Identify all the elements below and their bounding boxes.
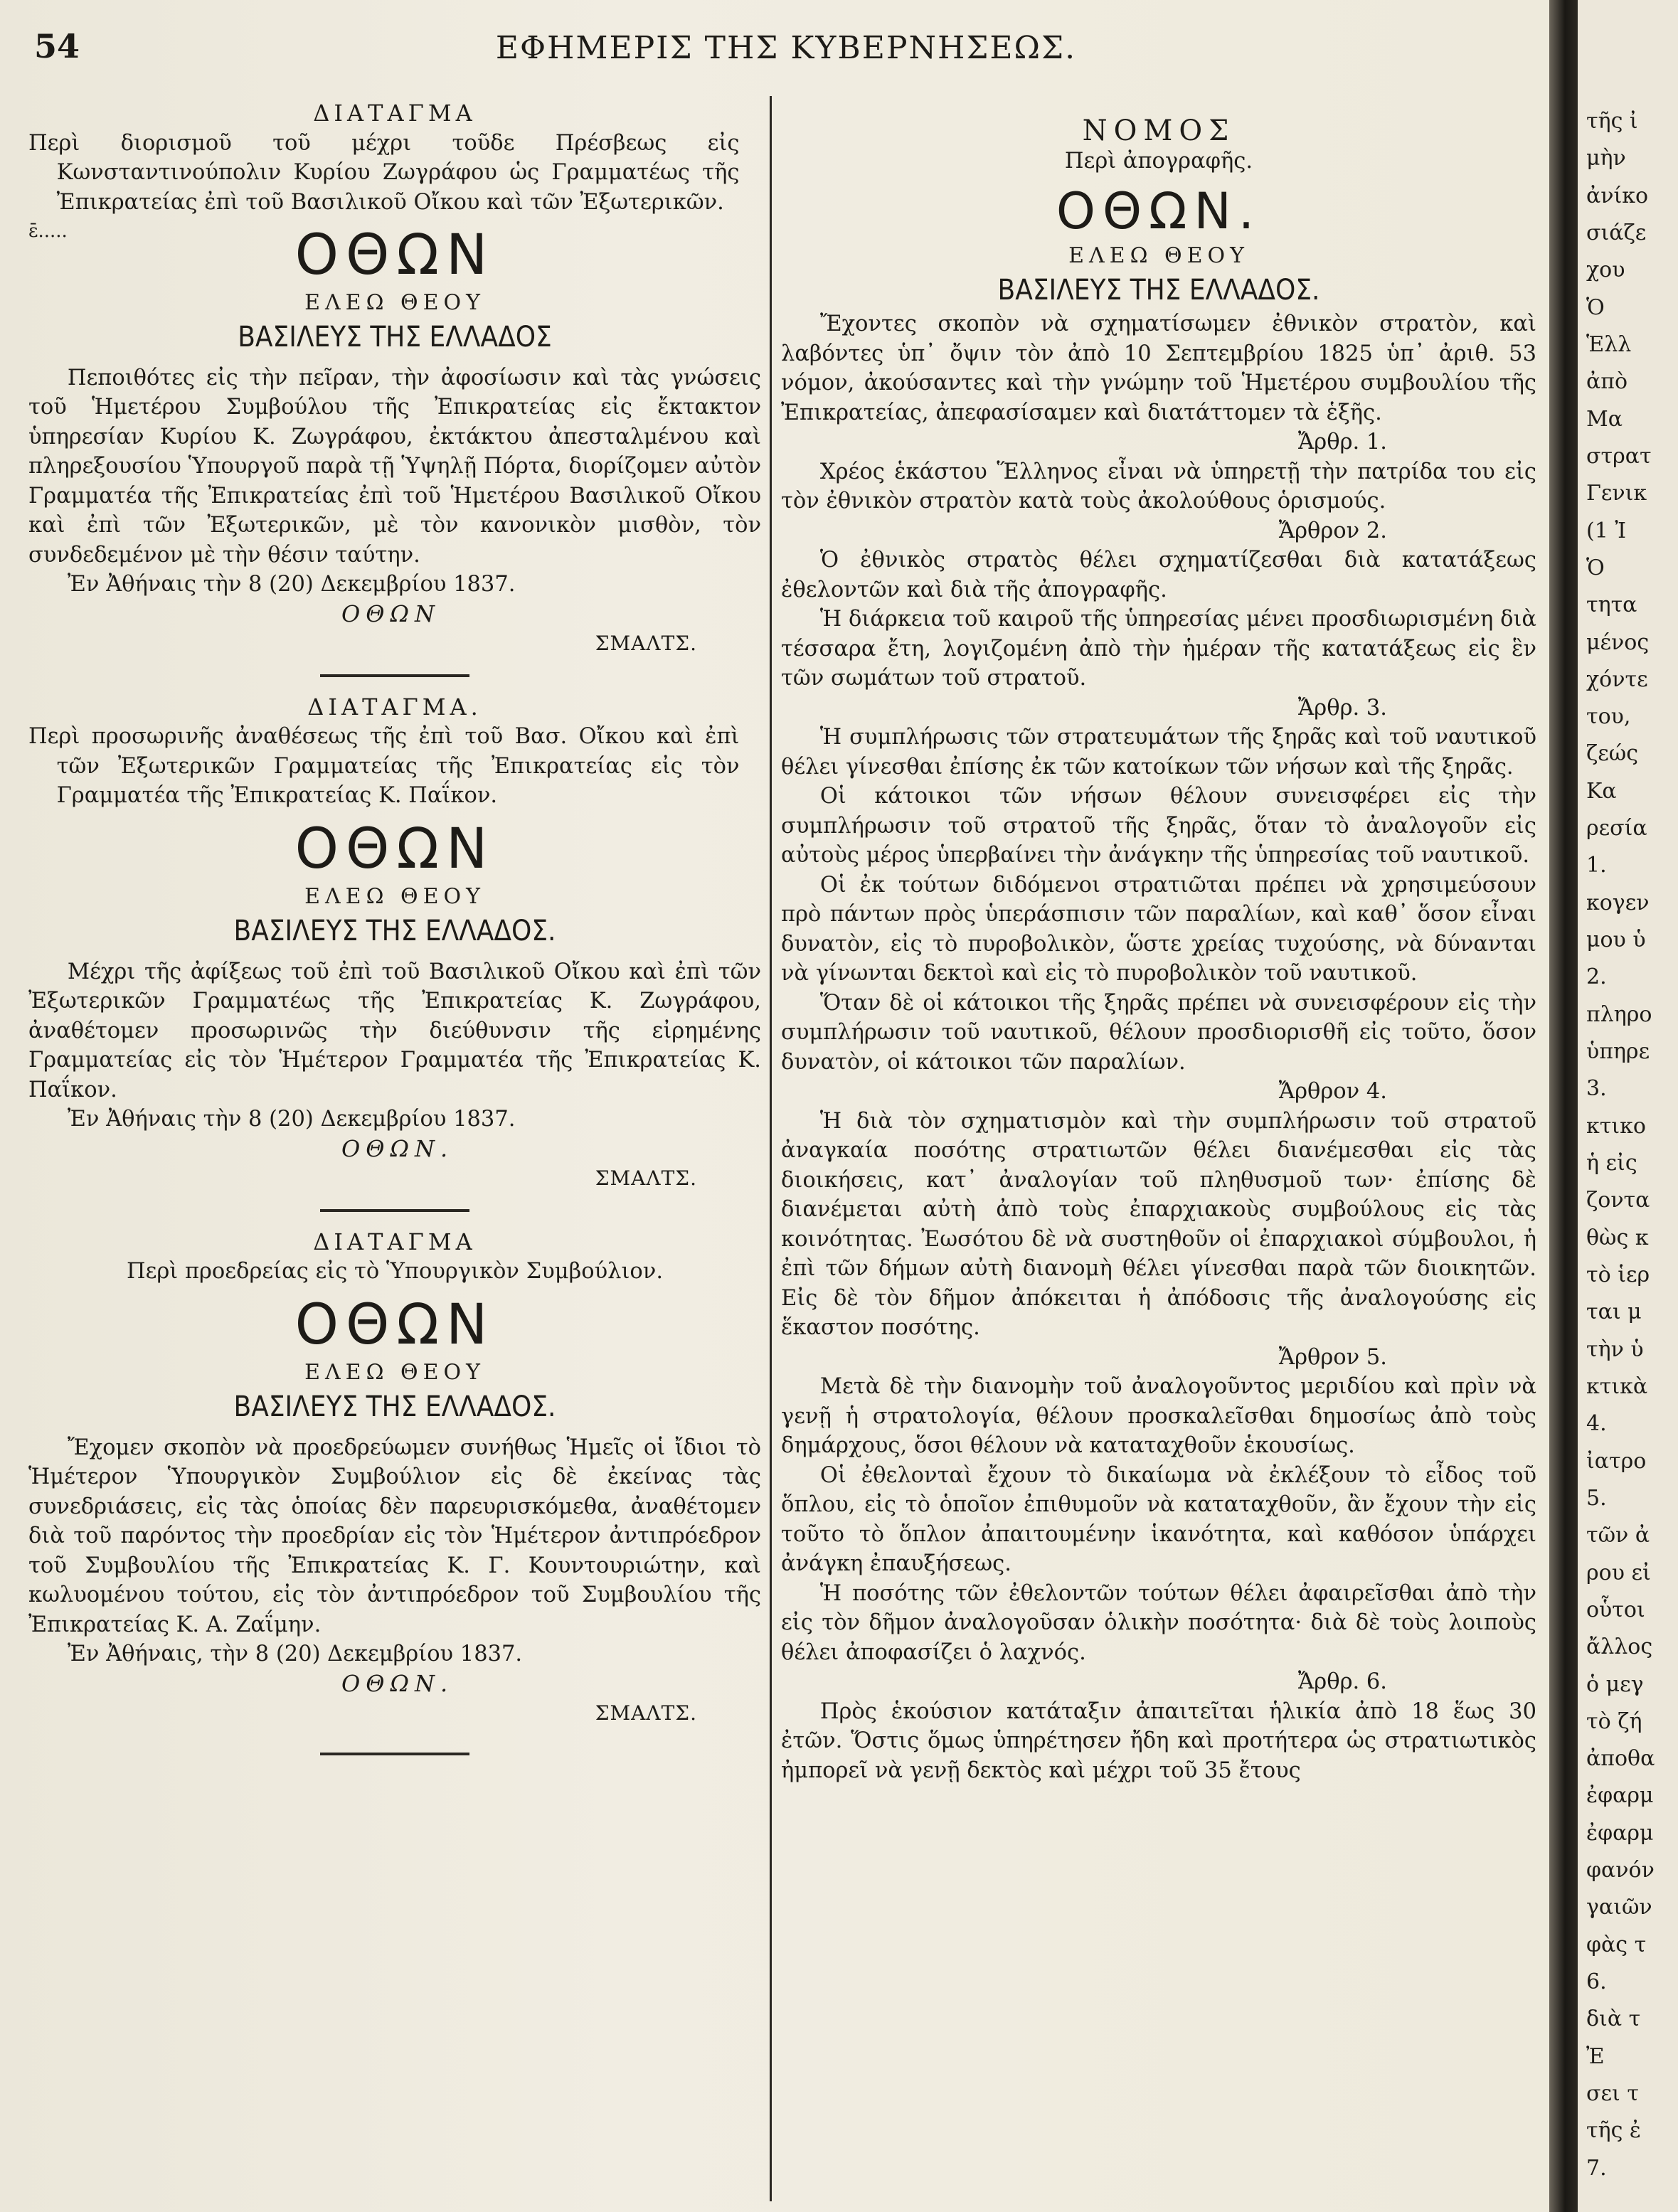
adjacent-page-text: ται μ	[1586, 1299, 1642, 1325]
adjacent-page-text: 4.	[1586, 1411, 1607, 1437]
decree-date: Ἐν Ἀθήναις τὴν 8 (20) Δεκεμβρίου 1837.	[67, 572, 516, 597]
decree-title: ΔΙΑΤΑΓΜΑ	[313, 100, 477, 127]
article-paragraph: Ἡ διάρκεια τοῦ καιροῦ τῆς ὑπηρεσίας μένει προσδιωρισμένη διὰ τέσσαρα ἔτη, λογιζομένη ἀπὸ τὴν ἡμέραν τῆς κατατάξεως εἰς ἓν τῶν σωμάτων τοῦ στρατοῦ.	[781, 607, 1536, 691]
decree-title: ΔΙΑΤΑΓΜΑ.	[307, 693, 482, 721]
adjacent-page-text: σιάζε	[1586, 220, 1647, 245]
article-paragraph: Μετὰ δὲ τὴν διανομὴν τοῦ ἀναλογοῦντος μεριδίου καὶ πρὶν νὰ γενῇ ἡ στρατολογία, θέλουν προσκαλεῖσθαι δημοσίως ἀπὸ τοὺς δημάρχους, ὅσοι θέλουν νὰ καταταχθοῦν ἑκουσίως.	[781, 1374, 1536, 1458]
adjacent-page-text: (1 Ἰ	[1586, 518, 1626, 543]
page-number: 54	[34, 27, 80, 65]
adjacent-page-text: 6.	[1586, 1969, 1607, 1995]
by-grace-of-god: ΕΛΕΩ ΘΕΟΥ	[304, 289, 485, 315]
decree-date: Ἐν Ἀθήναις, τὴν 8 (20) Δεκεμβρίου 1837.	[67, 1642, 523, 1666]
section-separator	[320, 1753, 469, 1755]
adjacent-page-fragment	[1578, 0, 1678, 2212]
adjacent-page-text: φανόν	[1586, 1858, 1655, 1883]
by-grace-of-god: ΕΛΕΩ ΘΕΟΥ	[304, 1359, 485, 1385]
adjacent-page-text: κτικὰ	[1586, 1373, 1648, 1399]
adjacent-page-text: χου	[1586, 257, 1625, 283]
royal-signature: ΟΘΩΝ.	[341, 1669, 454, 1697]
adjacent-page-text: ἰατρο	[1586, 1448, 1647, 1474]
adjacent-page-text: διὰ τ	[1586, 2006, 1641, 2032]
article-paragraph: Πρὸς ἑκούσιον κατάταξιν ἀπαιτεῖται ἡλικία ἀπὸ 18 ἕως 30 ἐτῶν. Ὅστις ὅμως ὑπηρέτησεν ἤδη καὶ προτήτερα ὡς στρατιωτικὸς ἠμπορεῖ νὰ γενῇ δεκτὸς καὶ μέχρι τοῦ 35 ἔτους	[781, 1698, 1536, 1783]
law-subject: Περὶ ἀπογραφῆς.	[1064, 148, 1253, 174]
column-divider	[770, 96, 772, 2201]
adjacent-page-text: μου ὑ	[1586, 927, 1646, 953]
adjacent-page-text: ζοντα	[1586, 1188, 1650, 1213]
adjacent-page-text: κογεν	[1586, 890, 1650, 915]
adjacent-page-text: ρεσία	[1586, 816, 1647, 841]
adjacent-page-text: Γενικ	[1586, 481, 1647, 506]
decree-zografos	[28, 99, 761, 659]
decree-paikos	[28, 693, 761, 1193]
king-name: ΟΘΩΝ	[294, 817, 495, 881]
decree-subject: Περὶ προσωρινῆς ἀναθέσεως τῆς ἐπὶ τοῦ Βασ. Οἴκου καὶ ἐπὶ τῶν Ἐξωτερικῶν Γραμματείας τῆς Ἐπικρατείας εἰς τὸν Γραμματέα τῆς Ἐπικρατείας Κ. Παΐκον.	[28, 724, 740, 808]
adjacent-page-text: Ὁ	[1586, 555, 1605, 580]
law-preamble: Ἔχοντες σκοπὸν νὰ σχηματίσωμεν ἐθνικὸν στρατὸν, καὶ λαβόντες ὑπ᾽ ὄψιν τὸν ἀπὸ 10 Σεπτεμβρίου 1825 ὑπ᾽ ἀριθ. 53 νόμον, ἀκούσαντες καὶ τὴν γνώμην τοῦ Ἡμετέρου συμβουλίου τῆς Ἐπικρατείας, ἀπεφασίσαμεν καὶ διατάττομεν τὰ ἑξῆς.	[781, 312, 1536, 425]
king-name: ΟΘΩΝ	[294, 223, 495, 287]
adjacent-page-text: μὴν	[1586, 146, 1626, 171]
article-heading: Ἄρθρον 2.	[1278, 518, 1387, 543]
royal-signature: ΟΘΩΝ	[341, 600, 440, 627]
countersignature: ΣΜΑΛΤΣ.	[595, 1701, 697, 1725]
adjacent-page-text: ἄλλος	[1586, 1634, 1653, 1660]
adjacent-page-text: θὼς κ	[1586, 1225, 1649, 1250]
running-head: ΕΦΗΜΕΡΙΣ ΤΗΣ ΚΥΒΕΡΝΗΣΕΩΣ.	[495, 30, 1077, 66]
adjacent-page-text: 5.	[1586, 1485, 1607, 1511]
by-grace-of-god: ΕΛΕΩ ΘΕΟΥ	[304, 883, 485, 909]
adjacent-page-text: 1.	[1586, 853, 1607, 878]
adjacent-page-text: ἐφαρμ	[1586, 1783, 1654, 1809]
adjacent-page-text: ρου εἰ	[1586, 1560, 1651, 1585]
adjacent-page-text: Ἐ	[1586, 2043, 1605, 2069]
adjacent-page-text: πληρο	[1586, 1001, 1652, 1027]
article-heading: Ἄρθρ. 6.	[1297, 1669, 1387, 1694]
adjacent-page-text: ζεώς	[1586, 741, 1639, 767]
article-paragraph: Ὅταν δὲ οἱ κάτοικοι τῆς ξηρᾶς πρέπει νὰ συνεισφέρουν εἰς τὴν συμπλήρωσιν τοῦ ναυτικοῦ, θέλουν προσδιορισθῆ εἰς τοῦτο, ὅσον δυνατὸν, οἱ κάτοικοι τῶν παραλίων.	[781, 990, 1536, 1075]
adjacent-page-text: ἐφαρμ	[1586, 1820, 1654, 1846]
adjacent-page-text: κτικο	[1586, 1113, 1646, 1139]
article-paragraph: Ἡ συμπλήρωσις τῶν στρατευμάτων τῆς ξηρᾶς καὶ τοῦ ναυτικοῦ θέλει γίνεσθαι ἐπίσης ἐκ τῶν κατοίκων τῶν νήσων καὶ τῆς ξηρᾶς.	[781, 725, 1536, 780]
decree-body: Ἔχομεν σκοπὸν νὰ προεδρεύωμεν συνήθως Ἡμεῖς οἱ ἴδιοι τὸ Ἡμέτερον Ὑπουργικὸν Συμβούλιον εἰς δὲ ἐκείνας τὰς συνεδριάσεις, εἰς τὰς ὁποίας δὲν παρευρισκόμεθα, ἀναθέτομεν διὰ τοῦ παρόντος τὴν προεδρίαν εἰς τὸν Ἡμέτερον ἀντιπρόεδρον τοῦ Συμβουλίου τῆς Ἐπικρατείας Κ. Γ. Κουντουριώτην, καὶ κωλυομένου τούτου, εἰς τὸν ἀντιπρόεδρον τοῦ Συμβουλίου τῆς Ἐπικρατείας Κ. Α. Ζαΐμην.	[28, 1435, 761, 1637]
book-gutter	[1549, 0, 1578, 2212]
article-paragraph: Οἱ ἐθελονταὶ ἔχουν τὸ δικαίωμα νὰ ἐκλέξουν τὸ εἶδος τοῦ ὅπλου, εἰς τὸ ὁποῖον ἐπιθυμοῦν νὰ καταταχθοῦν, ἂν ἔχουν τὴν εἰς τοῦτο τὸ ὅπλον ἀπαιτουμένην ἱκανότητα, καὶ καθόσον ὑπάρχει ἀνάγκη ἐπαυξήσεως.	[781, 1462, 1536, 1576]
adjacent-page-text: τῶν ἀ	[1586, 1523, 1650, 1548]
adjacent-page-text: Ἑλλ	[1586, 331, 1632, 357]
adjacent-page-text: τῆς ἰ	[1586, 109, 1638, 134]
adjacent-page-text: τῆς ἐ	[1586, 2118, 1642, 2144]
adjacent-page-text: γαιῶν	[1586, 1895, 1652, 1920]
adjacent-page-text: Ὁ	[1586, 294, 1605, 320]
decree-body: Πεποιθότες εἰς τὴν πεῖραν, τὴν ἀφοσίωσιν καὶ τὰς γνώσεις τοῦ Ἡμετέρου Συμβούλου τῆς Ἐπικρατείας εἰς ἔκτακτον ὑπηρεσίαν Κυρίου Κ. Ζωγράφου, ἐκτάκτου ἀπεσταλμένου καὶ πληρεξουσίου Ὑπουργοῦ παρὰ τῇ Ὑψηλῇ Πόρτα, διορίζομεν αὐτὸν Γραμματέα τῆς Ἐπικρατείας ἐπὶ τοῦ Ἡμετέρου Βασιλικοῦ Οἴκου καὶ ἐπὶ τῶν Ἐξωτερικῶν, μὲ τὸν κανονικὸν μισθὸν, τὸν συνδεδεμένον μὲ τὴν θέσιν ταύτην.	[28, 365, 761, 568]
adjacent-page-text: χόντε	[1586, 666, 1648, 692]
decree-body: Μέχρι τῆς ἀφίξεως τοῦ ἐπὶ τοῦ Βασιλικοῦ Οἴκου καὶ ἐπὶ τῶν Ἐξωτερικῶν Γραμματέως τῆς Ἐπικρατείας Κ. Ζωγράφου, ἀναθέτομεν προσωρινῶς τὴν διεύθυνσιν τῆς εἰρημένης Γραμματείας εἰς τὸν Ἡμέτερον Γραμματέα τῆς Ἐπικρατείας Κ. Παΐκον.	[28, 959, 761, 1102]
decree-title: ΔΙΑΤΑΓΜΑ	[313, 1228, 477, 1255]
adjacent-page-text: ἀπὸ	[1586, 369, 1628, 395]
countersignature: ΣΜΑΛΤΣ.	[595, 1166, 697, 1190]
adjacent-page-text: 3.	[1586, 1076, 1607, 1102]
adjacent-page-text: στρατ	[1586, 443, 1652, 469]
section-separator	[320, 674, 469, 677]
countersignature: ΣΜΑΛΤΣ.	[595, 632, 697, 655]
adjacent-page-text: τητα	[1586, 592, 1637, 618]
right-column	[781, 114, 1536, 1785]
king-name: ΟΘΩΝ.	[1056, 182, 1262, 240]
adjacent-page-text: ἀνίκο	[1586, 183, 1649, 208]
adjacent-page-text: τὸ ἱερ	[1586, 1262, 1650, 1287]
adjacent-page-text: του,	[1586, 704, 1631, 730]
decree-subject: Περὶ διορισμοῦ τοῦ μέχρι τοῦδε Πρέσβεως εἰς Κωνσταντινούπολιν Κυρίου Ζωγράφου ὡς Γραμματέως τῆς Ἐπικρατείας ἐπὶ τοῦ Βασιλικοῦ Οἴκου καὶ τῶν Ἐξωτερικῶν.	[28, 130, 740, 215]
article-heading: Ἄρθρον 5.	[1278, 1344, 1387, 1370]
adjacent-page-text: τὸ ζή	[1586, 1708, 1642, 1734]
adjacent-page-text: σει τ	[1586, 2081, 1639, 2107]
king-title: ΒΑΣΙΛΕΥΣ ΤΗΣ ΕΛΛΑΔΟΣ	[238, 320, 552, 353]
adjacent-page-text: 2.	[1586, 964, 1607, 990]
decree-council-presidency	[28, 1228, 761, 1728]
article-paragraph: Ἡ ποσότης τῶν ἐθελοντῶν τούτων θέλει ἀφαιρεῖσθαι ἀπὸ τὴν εἰς τὸν δῆμον ἀναλογοῦσαν ὁλικὴν ποσότητα· διὰ δὲ τοὺς λοιποὺς θέλει ἀποφασίζει ὁ λαχνός.	[781, 1580, 1536, 1665]
article-paragraph: Οἱ ἐκ τούτων διδόμενοι στρατιῶται πρέπει νὰ χρησιμεύσουν πρὸ πάντων πρὸς ὑπεράσπισιν τῶν παραλίων, καὶ καθ᾽ ὅσον εἶναι δυνατὸν, εἰς τὸ πυροβολικὸν, ὥστε χρείας τυχούσης, νὰ δύνανται νὰ γίνωνται δεκτοὶ καὶ εἰς τὸ πυροβολικὸν τοῦ ναυτικοῦ.	[781, 872, 1536, 986]
king-title: ΒΑΣΙΛΕΥΣ ΤΗΣ ΕΛΛΑΔΟΣ.	[233, 1390, 556, 1423]
article-paragraph: Χρέος ἑκάστου Ἕλληνος εἶναι νὰ ὑπηρετῇ τὴν πατρίδα του εἰς τὸν ἐθνικὸν στρατὸν κατὰ τοὺς ἀκολούθους ὁρισμούς.	[781, 459, 1536, 514]
adjacent-page-text: ἀποθα	[1586, 1746, 1655, 1772]
adjacent-page-text: Κα	[1586, 778, 1617, 804]
adjacent-page-text: ἡ εἰς	[1586, 1151, 1637, 1176]
adjacent-page-text: 7.	[1586, 2155, 1607, 2181]
king-title: ΒΑΣΙΛΕΥΣ ΤΗΣ ΕΛΛΑΔΟΣ.	[233, 914, 556, 947]
margin-mark: ɛ̄.....	[28, 220, 68, 242]
adjacent-page-text: οὗτοι	[1586, 1597, 1645, 1622]
adjacent-page-text: φὰς τ	[1586, 1932, 1647, 1957]
decree-subject: Περὶ προεδρείας εἰς τὸ Ὑπουργικὸν Συμβούλιον.	[126, 1259, 664, 1284]
adjacent-page-text: τὴν ὑ	[1586, 1336, 1644, 1362]
section-separator	[320, 1209, 469, 1212]
adjacent-page-text: Μα	[1586, 406, 1623, 432]
king-name: ΟΘΩΝ	[294, 1292, 495, 1357]
article-heading: Ἄρθρ. 3.	[1297, 695, 1387, 721]
law-title: ΝΟΜΟΣ	[1082, 115, 1236, 147]
article-heading: Ἄρθρ. 1.	[1297, 430, 1387, 454]
adjacent-page-text: ὑπηρε	[1586, 1039, 1650, 1065]
article-paragraph: Οἱ κάτοικοι τῶν νήσων θέλουν συνεισφέρει εἰς τὴν συμπλήρωσιν τοῦ στρατοῦ τῆς ξηρᾶς, ὅταν τὸ ἀναλογοῦν εἰς αὐτοὺς μέρος ὑπερβαίνει τὴν ἀνάγκην τῆς ὑπηρεσίας τοῦ ναυτικοῦ.	[781, 784, 1536, 868]
adjacent-page-text: ὁ μεγ	[1586, 1671, 1644, 1697]
left-column	[28, 96, 761, 1771]
page-header	[28, 27, 1544, 77]
by-grace-of-god: ΕΛΕΩ ΘΕΟΥ	[1068, 243, 1249, 268]
article-heading: Ἄρθρον 4.	[1278, 1079, 1387, 1104]
royal-signature: ΟΘΩΝ.	[341, 1134, 454, 1162]
article-paragraph: Ὁ ἐθνικὸς στρατὸς θέλει σχηματίζεσθαι διὰ κατατάξεως ἐθελοντῶν καὶ διὰ τῆς ἀπογραφῆς.	[781, 548, 1536, 602]
king-title: ΒΑΣΙΛΕΥΣ ΤΗΣ ΕΛΛΑΔΟΣ.	[997, 274, 1320, 307]
decree-date: Ἐν Ἀθήναις τὴν 8 (20) Δεκεμβρίου 1837.	[67, 1107, 516, 1132]
article-paragraph: Ἡ διὰ τὸν σχηματισμὸν καὶ τὴν συμπλήρωσιν τοῦ στρατοῦ ἀναγκαία ποσότης στρατιωτῶν θέλει διανέμεσθαι εἰς τὰς διοικήσεις, κατ᾽ ἀναλογίαν τοῦ πληθυσμοῦ των· ἐπίσης δὲ διανέμεται αὐτὴ ἀπὸ τοὺς ἐπαρχιακοὺς συμβούλους εἰς τὰς κοινότητας. Ἐωσότου δὲ νὰ συστηθοῦν οἱ ἐπαρχιακοὶ σύμβουλοι, ἡ ἐπὶ τῶν δήμων αὐτὴ διανομὴ θέλει γίνεσθαι παρὰ τῶν διοικητῶν. Εἰς δὲ τὸν δῆμον ἀπόκειται ἡ ἀπόδοσις τῆς ἀναλογούσης εἰς ἕκαστον ποσότης.	[781, 1108, 1536, 1340]
adjacent-page-text: μένος	[1586, 629, 1650, 655]
